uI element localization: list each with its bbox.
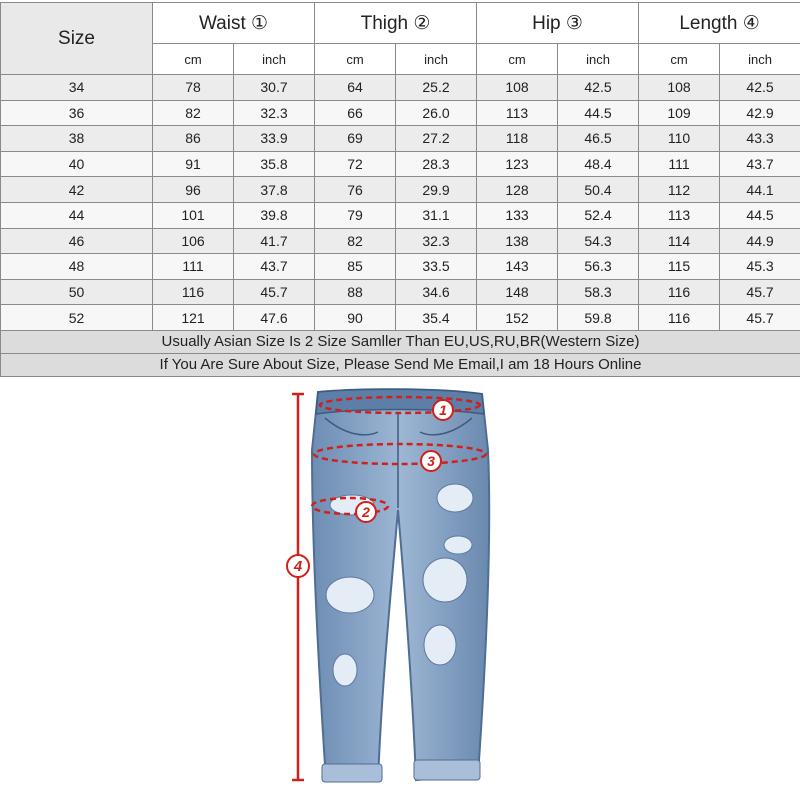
measurement-cell: 59.8: [558, 305, 639, 331]
note-row: [1, 330, 800, 353]
size-column-header: Size: [1, 3, 153, 75]
distress-hole: [423, 558, 467, 602]
waist-header: Waist ①: [153, 3, 315, 44]
measurement-cell: 42.9: [720, 100, 800, 126]
measurement-cell: 35.8: [234, 151, 315, 177]
measurement-cell: 86: [153, 126, 234, 152]
measurement-cell: 44.1: [720, 177, 800, 203]
measurement-cell: 66: [315, 100, 396, 126]
table-row: [1, 100, 800, 126]
measurement-cell: 26.0: [396, 100, 477, 126]
measurement-cell: 45.7: [720, 305, 800, 331]
measurement-cell: 45.3: [720, 254, 800, 280]
measurement-cell: 110: [639, 126, 720, 152]
measurement-cell: 111: [153, 254, 234, 280]
measurement-cell: 31.1: [396, 202, 477, 228]
measurement-cell: 133: [477, 202, 558, 228]
size-cell: 50: [1, 279, 153, 305]
svg-text:3: 3: [427, 453, 435, 469]
size-cell: 36: [1, 100, 153, 126]
measurement-cell: 43.3: [720, 126, 800, 152]
table-row: [1, 279, 800, 305]
distress-hole: [437, 484, 473, 512]
measurement-cell: 64: [315, 75, 396, 101]
measurement-cell: 72: [315, 151, 396, 177]
measurement-cell: 108: [639, 75, 720, 101]
measurement-cell: 33.9: [234, 126, 315, 152]
size-cell: 46: [1, 228, 153, 254]
svg-text:2: 2: [362, 504, 370, 520]
distress-hole: [444, 536, 472, 554]
measurement-cell: 113: [639, 202, 720, 228]
measurement-cell: 112: [639, 177, 720, 203]
measurement-cell: 48.4: [558, 151, 639, 177]
marker-waist: [433, 400, 453, 420]
measurement-cell: 128: [477, 177, 558, 203]
measurement-cell: 30.7: [234, 75, 315, 101]
measurement-cell: 78: [153, 75, 234, 101]
measurement-cell: 138: [477, 228, 558, 254]
measurement-cell: 143: [477, 254, 558, 280]
measurement-cell: 76: [315, 177, 396, 203]
measurement-cell: 152: [477, 305, 558, 331]
size-cell: 44: [1, 202, 153, 228]
unit-header: inch: [234, 44, 315, 75]
measurement-cell: 123: [477, 151, 558, 177]
measurement-cell: 47.6: [234, 305, 315, 331]
measurement-cell: 44.5: [720, 202, 800, 228]
unit-header: cm: [315, 44, 396, 75]
measurement-cell: 42.5: [558, 75, 639, 101]
measurement-cell: 82: [315, 228, 396, 254]
jeans-measurement-diagram: [0, 380, 800, 800]
svg-text:1: 1: [439, 402, 447, 418]
thigh-header: Thigh ②: [315, 3, 477, 44]
measurement-cell: 90: [315, 305, 396, 331]
measurement-cell: 69: [315, 126, 396, 152]
measurement-cell: 54.3: [558, 228, 639, 254]
measurement-cell: 52.4: [558, 202, 639, 228]
measurement-cell: 148: [477, 279, 558, 305]
measurement-cell: 58.3: [558, 279, 639, 305]
size-cell: 38: [1, 126, 153, 152]
measurement-cell: 32.3: [396, 228, 477, 254]
asian-size-note: Usually Asian Size Is 2 Size Samller Than EU,US,RU,BR(Western Size): [1, 330, 800, 353]
measurement-cell: 41.7: [234, 228, 315, 254]
measurement-cell: 50.4: [558, 177, 639, 203]
table-row: [1, 254, 800, 280]
measurement-cell: 46.5: [558, 126, 639, 152]
measurement-cell: 35.4: [396, 305, 477, 331]
table-row: [1, 228, 800, 254]
measurement-cell: 37.8: [234, 177, 315, 203]
measurement-cell: 116: [639, 305, 720, 331]
measurement-cell: 115: [639, 254, 720, 280]
measurement-cell: 44.5: [558, 100, 639, 126]
measurement-cell: 106: [153, 228, 234, 254]
measurement-cell: 88: [315, 279, 396, 305]
measurement-cell: 25.2: [396, 75, 477, 101]
table-row: [1, 151, 800, 177]
measurement-cell: 85: [315, 254, 396, 280]
unit-header: cm: [639, 44, 720, 75]
measurement-cell: 43.7: [720, 151, 800, 177]
right-cuff: [414, 760, 480, 780]
table-row: [1, 202, 800, 228]
marker-thigh: [356, 502, 376, 522]
unit-header: cm: [153, 44, 234, 75]
measurement-cell: 45.7: [234, 279, 315, 305]
measurement-cell: 56.3: [558, 254, 639, 280]
distress-hole: [424, 625, 456, 665]
length-header: Length ④: [639, 3, 800, 44]
size-cell: 40: [1, 151, 153, 177]
unit-header: cm: [477, 44, 558, 75]
note-row: [1, 353, 800, 376]
measurement-cell: 116: [153, 279, 234, 305]
size-cell: 42: [1, 177, 153, 203]
marker-hip: [421, 451, 441, 471]
measurement-cell: 33.5: [396, 254, 477, 280]
svg-text:4: 4: [293, 558, 303, 575]
measurement-cell: 118: [477, 126, 558, 152]
measurement-cell: 96: [153, 177, 234, 203]
unit-header: inch: [720, 44, 800, 75]
measurement-cell: 101: [153, 202, 234, 228]
contact-note: If You Are Sure About Size, Please Send Me Email,I am 18 Hours Online: [1, 353, 800, 376]
table-body: [1, 75, 800, 377]
measurement-cell: 43.7: [234, 254, 315, 280]
size-cell: 34: [1, 75, 153, 101]
measurement-cell: 79: [315, 202, 396, 228]
measurement-cell: 27.2: [396, 126, 477, 152]
table-row: [1, 177, 800, 203]
measurement-cell: 42.5: [720, 75, 800, 101]
left-cuff: [322, 764, 382, 782]
header-row: [1, 3, 800, 44]
measurement-cell: 91: [153, 151, 234, 177]
distress-hole: [333, 654, 357, 686]
size-cell: 52: [1, 305, 153, 331]
measurement-cell: 111: [639, 151, 720, 177]
hip-header: Hip ③: [477, 3, 639, 44]
size-cell: 48: [1, 254, 153, 280]
table-row: [1, 305, 800, 331]
unit-header: inch: [558, 44, 639, 75]
measurement-cell: 32.3: [234, 100, 315, 126]
marker-length: [287, 555, 309, 577]
measurement-cell: 121: [153, 305, 234, 331]
unit-header: inch: [396, 44, 477, 75]
table-row: [1, 126, 800, 152]
measurement-cell: 82: [153, 100, 234, 126]
measurement-cell: 34.6: [396, 279, 477, 305]
measurement-cell: 39.8: [234, 202, 315, 228]
measurement-cell: 109: [639, 100, 720, 126]
measurement-cell: 113: [477, 100, 558, 126]
size-chart-table: [0, 2, 800, 377]
distress-hole: [326, 577, 374, 613]
measurement-cell: 116: [639, 279, 720, 305]
measurement-cell: 29.9: [396, 177, 477, 203]
measurement-cell: 44.9: [720, 228, 800, 254]
measurement-cell: 28.3: [396, 151, 477, 177]
measurement-cell: 114: [639, 228, 720, 254]
measurement-cell: 45.7: [720, 279, 800, 305]
table-row: [1, 75, 800, 101]
measurement-cell: 108: [477, 75, 558, 101]
